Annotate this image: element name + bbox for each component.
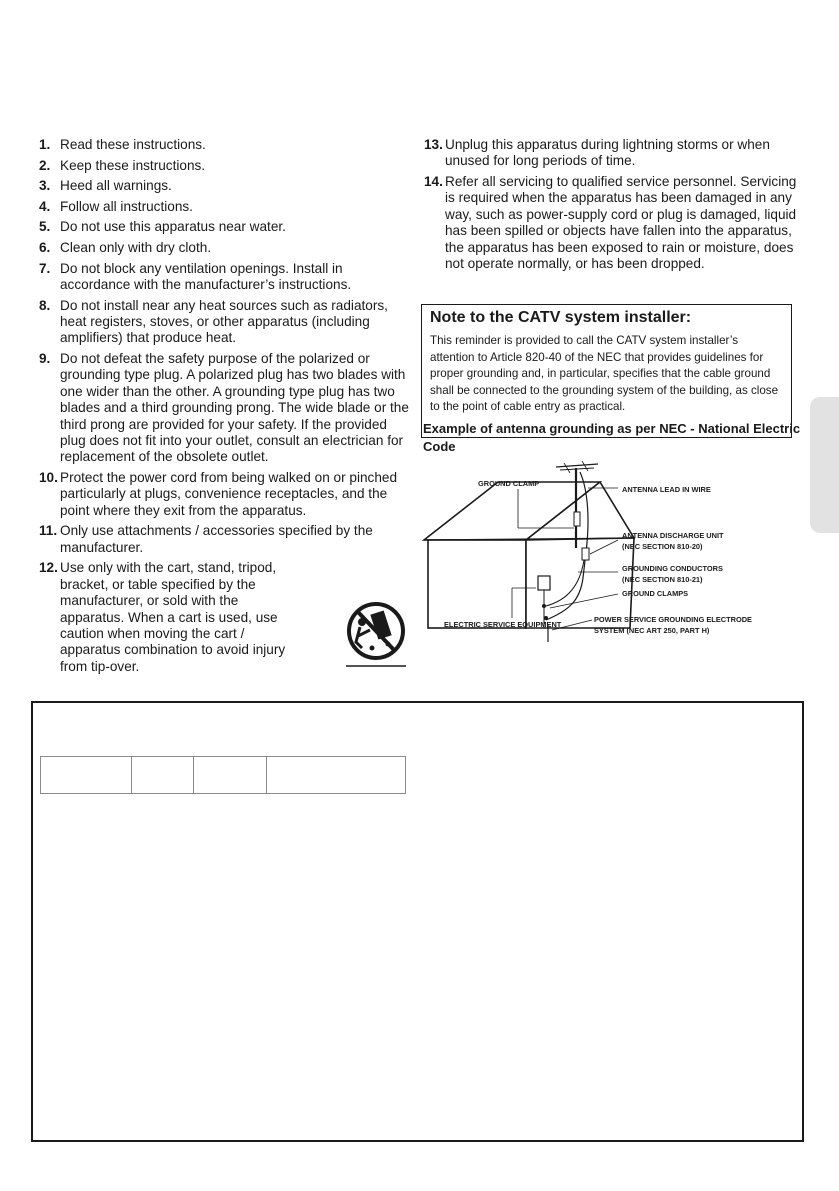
instruction-item (39, 261, 414, 294)
table-cell (267, 757, 406, 794)
instruction-text: Unplug this apparatus during lightning storms or when unused for long periods of time. (445, 137, 770, 169)
instructions-right-column (424, 137, 799, 277)
instruction-text: Heed all warnings. (60, 178, 172, 194)
label-power-service-section: SYSTEM (NEC ART 250, PART H) (594, 626, 710, 635)
instruction-text: Follow all instructions. (60, 198, 193, 214)
instruction-text: Do not defeat the safety purpose of the polarized or grounding type plug. A polarized plug has two blades with one wider than the other. A grounding type plug has two blades and a third grounding prong. The wide blade or the third prong are provided for your safety. If the provided plug does not fit into your outlet, consult an electrician for replacement of the obsolete outlet. (60, 350, 409, 465)
instruction-text: Protect the power cord from being walked on or pinched particularly at plugs, convenience receptacles, and the point where they exit from the apparatus. (60, 470, 398, 518)
label-antenna-lead: ANTENNA LEAD IN WIRE (622, 485, 711, 494)
instruction-item (39, 298, 414, 347)
instruction-text: Do not use this apparatus near water. (60, 219, 286, 235)
instruction-item (424, 137, 799, 170)
instruction-item (39, 351, 414, 466)
instruction-item (39, 523, 414, 556)
instruction-number: 5. (39, 219, 51, 235)
instruction-text: Clean only with dry cloth. (60, 239, 212, 255)
instruction-number: 6. (39, 239, 51, 255)
label-ground-clamp: GROUND CLAMP (478, 479, 540, 488)
instruction-text: Read these instructions. (60, 137, 206, 152)
instruction-number: 7. (39, 260, 51, 276)
label-electric-service: ELECTRIC SERVICE EQUIPMENT (444, 620, 562, 629)
table-cell (41, 757, 132, 794)
instruction-item (39, 219, 414, 235)
instruction-text: Use only with the cart, stand, tripod, bracket, or table specified by the manufacturer, or sold with the apparatus. When a cart is used, use caution when moving the cart / apparatus combination to avoid injury from tip-over. (60, 560, 286, 674)
instruction-number: 4. (39, 198, 51, 214)
instruction-number: 1. (39, 137, 51, 152)
instruction-item (39, 470, 414, 519)
side-tab (810, 397, 839, 533)
instruction-number: 12. (39, 560, 58, 576)
instruction-text: Refer all servicing to qualified service personnel. Servicing is required when the apparatus has been damaged in any way, such as power-supply cord or plug is damaged, liquid has been spilled or objects have fallen into the apparatus, the apparatus has been exposed to rain or moisture, does not operate normally, or has been dropped. (445, 174, 797, 272)
antenna-grounding-diagram (420, 460, 815, 660)
label-ground-clamps: GROUND CLAMPS (622, 589, 689, 598)
instruction-item (39, 178, 414, 194)
instruction-number: 10. (39, 470, 58, 485)
cart-tipover-warning-icon (340, 598, 412, 670)
table-cell (194, 757, 267, 794)
instruction-item (424, 174, 799, 272)
label-grounding-conductors-section: (NEC SECTION 810-21) (622, 575, 703, 584)
instruction-item (39, 158, 414, 174)
instruction-text: Keep these instructions. (60, 157, 206, 173)
catv-note-title: Note to the CATV system installer: (430, 309, 692, 326)
instruction-number: 14. (424, 174, 443, 189)
label-grounding-conductors: GROUNDING CONDUCTORS (622, 564, 723, 573)
instruction-number: 3. (39, 178, 51, 194)
label-power-service: POWER SERVICE GROUNDING ELECTRODE (594, 615, 752, 624)
instruction-item (39, 137, 414, 153)
instruction-number: 2. (39, 157, 51, 173)
catv-note-text: This reminder is provided to call the CATV system installer’s attention to Article 820-40 of the NEC that provides guidelines for proper grounding and, in particular, specifies that the cable ground shall be connected to the grounding system of the building, as close to the point of cable entry as practical. (430, 334, 779, 414)
instruction-text: Do not install near any heat sources such as radiators, heat registers, stoves, or other apparatus (including amplifiers) that produce heat. (60, 297, 388, 346)
instruction-item (39, 240, 414, 256)
instruction-text: Do not block any ventilation openings. Install in accordance with the manufacturer’s instructions. (60, 260, 352, 292)
instruction-text: Only use attachments / accessories specified by the manufacturer. (60, 523, 373, 555)
instructions-list-right (424, 137, 799, 272)
instruction-number: 11. (39, 523, 58, 539)
instruction-number: 8. (39, 297, 51, 313)
instruction-number: 9. (39, 350, 51, 366)
grounding-title: Example of antenna grounding as per NEC - National Electric Code (423, 421, 801, 454)
catv-note-box (421, 304, 792, 438)
instruction-number: 13. (424, 137, 443, 152)
label-discharge-unit: ANTENNA DISCHARGE UNIT (622, 531, 724, 540)
lower-blank-table (40, 756, 406, 794)
instructions-list-left (39, 137, 414, 675)
lower-info-box (31, 701, 804, 1142)
instruction-item (39, 199, 414, 215)
label-discharge-unit-section: (NEC SECTION 810-20) (622, 542, 703, 551)
instruction-item (39, 560, 414, 675)
table-cell (132, 757, 194, 794)
instructions-left-column (39, 137, 414, 679)
